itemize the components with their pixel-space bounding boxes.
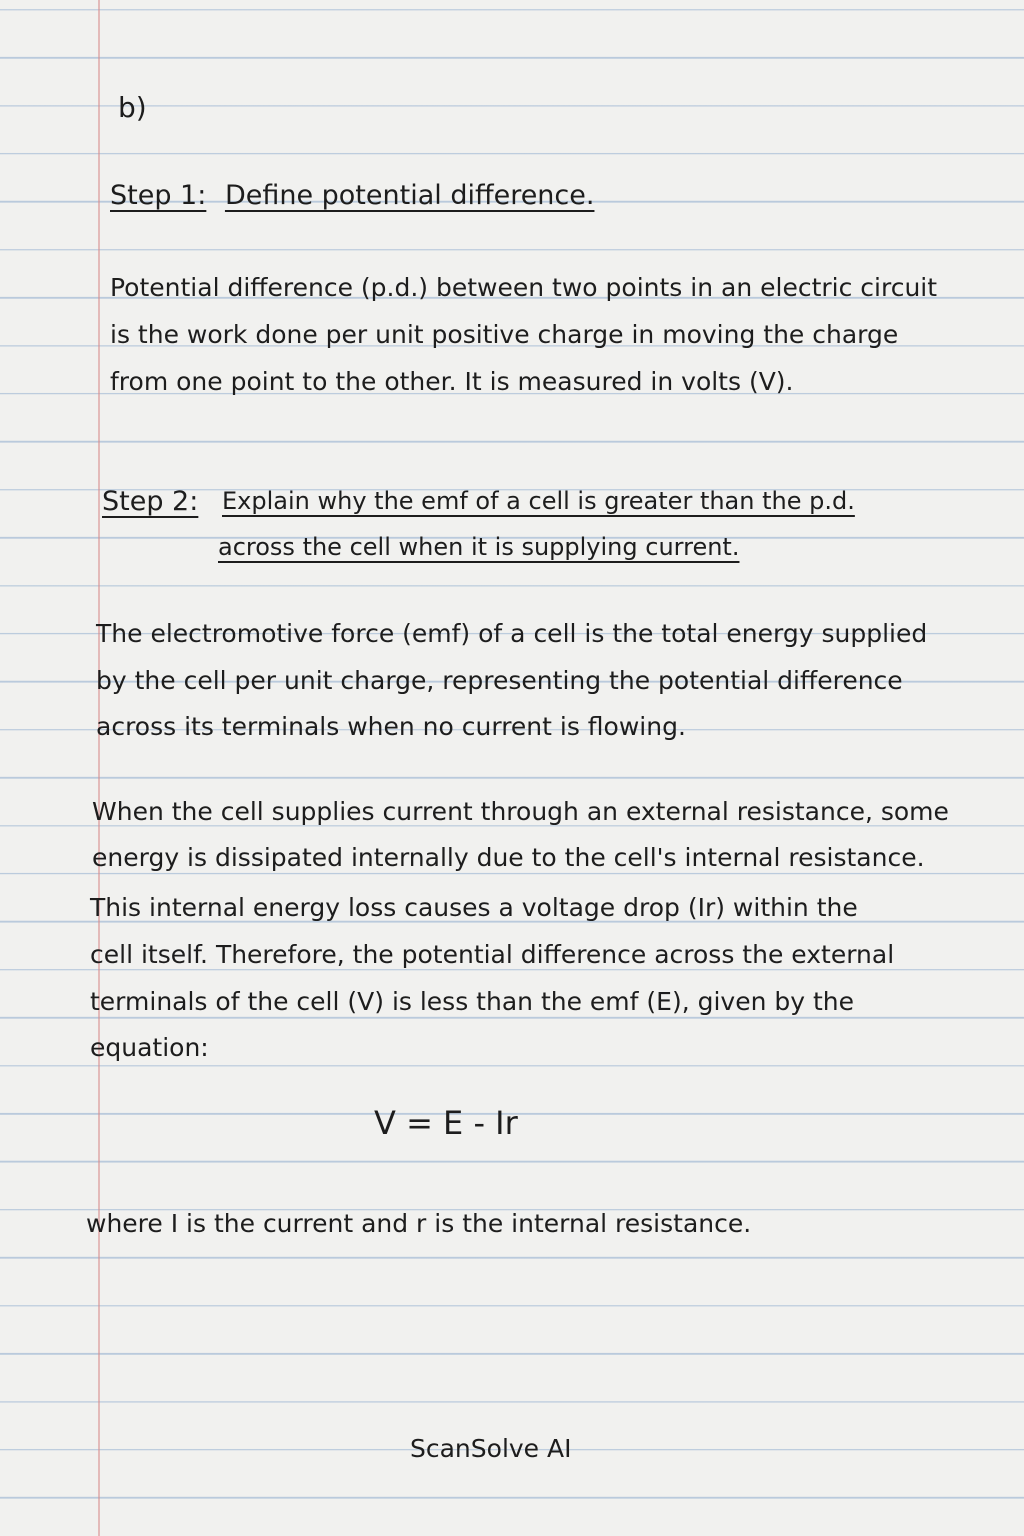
step2-para1-line-2: by the cell per unit charge, representing the potential difference [96, 666, 903, 695]
step1-heading [110, 172, 594, 219]
step2-label: Step 2: [102, 486, 199, 517]
step2-para2-line-3: This internal energy loss causes a voltage drop (Ir) within the [90, 893, 858, 922]
step2-para1-line-3: across its terminals when no current is flowing. [96, 712, 686, 741]
step2-title-line-1: Explain why the emf of a cell is greater than the p.d. [222, 487, 855, 515]
step1-label: Step 1: [110, 180, 207, 211]
step1-line-1: Potential difference (p.d.) between two points in an electric circuit [110, 273, 938, 302]
step2-para2-line-6: equation: [90, 1033, 209, 1062]
step2-para2-line-2: energy is dissipated internally due to the cell's internal resistance. [92, 843, 925, 872]
step2-para2-line-5: terminals of the cell (V) is less than the emf (E), given by the [90, 987, 855, 1016]
step2-para2-line-1: When the cell supplies current through an external resistance, some [92, 797, 949, 826]
step2-para2-line-4: cell itself. Therefore, the potential difference across the external [90, 940, 895, 969]
step2-para1-line-1: The electromotive force (emf) of a cell is the total energy supplied [96, 619, 928, 648]
margin-line [98, 0, 100, 1536]
equation: V = E - Ir [374, 1104, 518, 1142]
footer-brand: ScanSolve AI [410, 1434, 572, 1463]
step1-title: Define potential difference. [224, 180, 595, 211]
where-line: where I is the current and r is the internal resistance. [86, 1209, 752, 1238]
step1-line-2: is the work done per unit positive charge in moving the charge [110, 320, 899, 349]
step1-line-3: from one point to the other. It is measured in volts (V). [110, 367, 794, 396]
step2-title-line-2: across the cell when it is supplying current. [218, 533, 740, 561]
part-label: b) [118, 91, 147, 124]
